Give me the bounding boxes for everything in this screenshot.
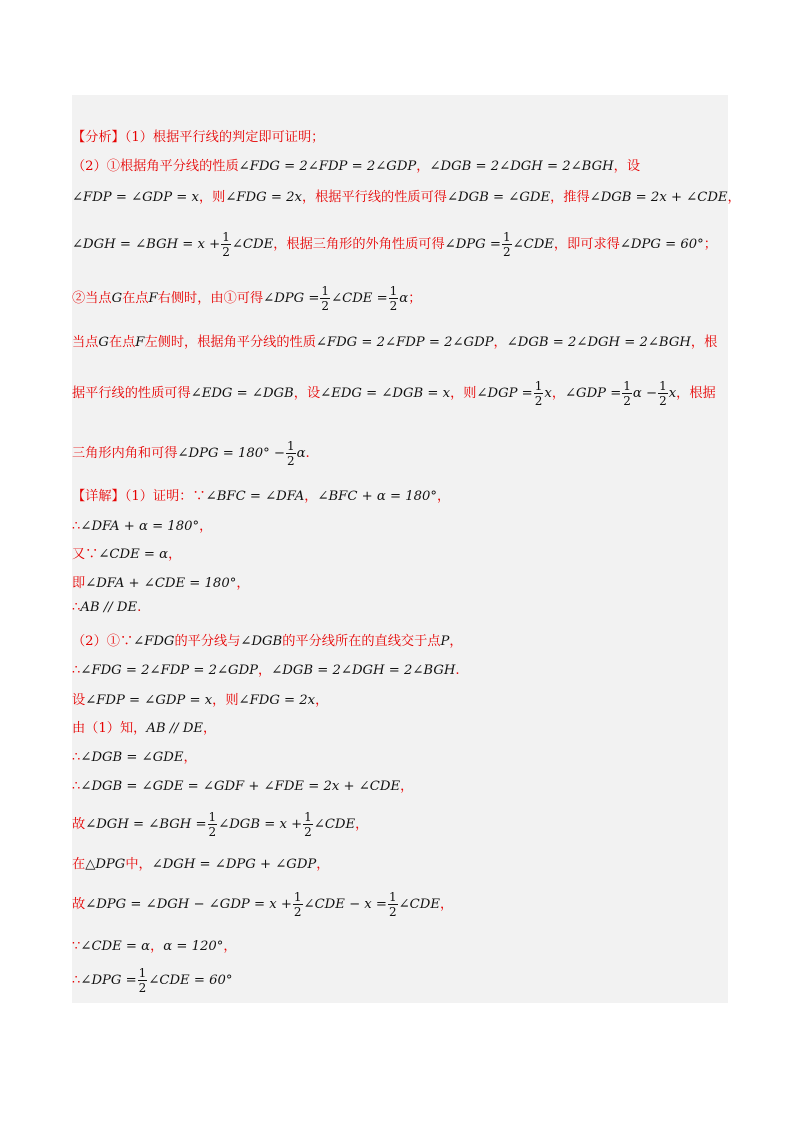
- text-run: ，: [449, 634, 463, 649]
- fraction-denominator: 2: [304, 825, 312, 839]
- text-line: [72, 967, 232, 994]
- text-run: 据平行线的性质可得: [72, 386, 191, 401]
- text-run: 设: [72, 693, 86, 708]
- text-line: [72, 126, 324, 145]
- math-expression: ∠DGB = ∠GDE: [447, 190, 551, 205]
- fraction-numerator: 1: [286, 439, 295, 453]
- math-expression: ∠DGH = ∠BGH =: [85, 817, 207, 832]
- math-expression: ∠CDE = 60°: [148, 973, 233, 988]
- text-line: [72, 515, 212, 534]
- text-run: ；: [408, 291, 422, 306]
- text-run: 【详解】（1）证明：∵: [72, 489, 206, 504]
- math-expression: ∠CDE: [231, 237, 274, 252]
- math-expression: ∠DGB = ∠GDE = ∠GDF + ∠FDE = 2x + ∠CDE: [80, 779, 401, 794]
- fraction-numerator: 1: [659, 379, 667, 393]
- text-run: 故: [72, 817, 86, 832]
- fraction-denominator: 2: [208, 825, 217, 839]
- text-run: ，: [493, 335, 507, 350]
- text-run: ，: [436, 489, 451, 504]
- fraction-denominator: 2: [222, 245, 230, 259]
- text-line: [72, 746, 197, 765]
- text-run: （2）①∵: [72, 634, 134, 649]
- math-expression: ∠DGB = ∠GDE: [80, 750, 184, 765]
- text-line: [72, 331, 717, 350]
- text-run: ∵: [72, 939, 81, 954]
- text-run: ，: [400, 779, 414, 794]
- fraction: [320, 285, 330, 312]
- fraction: [208, 811, 218, 838]
- text-run: ，根据: [676, 386, 716, 401]
- math-expression: ∠FDG = 2∠FDP = 2∠GDP: [315, 335, 494, 350]
- text-run: ，则: [212, 693, 239, 708]
- text-run: ，: [203, 721, 217, 736]
- fraction-denominator: 2: [286, 454, 295, 468]
- text-line: [72, 775, 413, 794]
- text-run: 即: [72, 576, 86, 591]
- math-expression: ∠BFC + α = 180°: [317, 489, 437, 504]
- text-line: [72, 811, 368, 838]
- text-run: ，: [416, 159, 430, 174]
- math-expression: x: [544, 386, 552, 401]
- math-expression: ∠FDG = 2∠FDP = 2∠GDP: [80, 663, 259, 678]
- text-run: 故: [72, 897, 86, 912]
- math-expression: ∠FDG = 2∠FDP = 2∠GDP: [238, 159, 417, 174]
- text-run: 【分析】（1）根据平行线的判定即可证明；: [72, 130, 325, 145]
- text-line: [72, 689, 328, 708]
- fraction-numerator: 1: [389, 284, 398, 298]
- fraction: [303, 811, 313, 838]
- text-line: [72, 630, 463, 649]
- fraction-denominator: 2: [138, 981, 147, 995]
- fraction-numerator: 1: [208, 810, 217, 824]
- math-expression: α = 120°: [163, 939, 224, 954]
- text-run: ，: [316, 857, 330, 872]
- fraction-numerator: 1: [388, 890, 397, 904]
- math-expression: ∠FDG = 2x: [238, 693, 316, 708]
- fraction-numerator: 1: [502, 230, 511, 244]
- text-run: 又∵: [72, 547, 99, 562]
- math-expression: α: [296, 446, 306, 461]
- math-expression: ∠EDG = ∠DGB: [190, 386, 294, 401]
- fraction-denominator: 2: [321, 299, 330, 313]
- text-run: ②当点: [72, 291, 112, 306]
- text-run: ，: [439, 897, 454, 912]
- fraction: [534, 380, 544, 407]
- math-expression: ∠FDG: [133, 634, 175, 649]
- fraction: [389, 285, 399, 312]
- math-expression: F: [135, 335, 145, 350]
- fraction: [658, 380, 668, 407]
- fraction-numerator: 1: [222, 230, 230, 244]
- text-run: 右侧时，由①可得: [157, 291, 264, 306]
- fraction: [622, 380, 632, 407]
- text-run: （2）①根据角平分线的性质: [72, 159, 239, 174]
- fraction-denominator: 2: [502, 245, 511, 259]
- text-run: ，: [168, 547, 182, 562]
- math-expression: ∠DGH = ∠BGH = x +: [72, 237, 221, 252]
- text-run: 三角形内角和可得: [72, 446, 178, 461]
- math-expression: G: [111, 291, 123, 306]
- text-line: [72, 600, 141, 615]
- text-run: ，即可求得: [553, 237, 620, 252]
- text-run: .: [455, 663, 460, 678]
- text-run: ，: [315, 693, 329, 708]
- math-expression: ∠CDE = α: [98, 547, 169, 562]
- text-run: ，根: [690, 335, 718, 350]
- fraction-denominator: 2: [388, 905, 397, 919]
- math-expression: ∠CDE: [313, 817, 356, 832]
- math-expression: ∠FDP = ∠GDP = x: [72, 190, 199, 205]
- text-run: 的平分线与: [174, 634, 241, 649]
- text-run: ，根据三角形的外角性质可得: [273, 237, 445, 252]
- fraction: [138, 967, 148, 994]
- fraction: [293, 891, 303, 918]
- fraction-numerator: 1: [293, 890, 302, 904]
- text-run: ，: [223, 939, 237, 954]
- fraction-denominator: 2: [659, 394, 667, 408]
- math-expression: ∠CDE = α: [80, 939, 151, 954]
- text-run: ，: [183, 750, 197, 765]
- math-expression: ∠DPG =: [80, 973, 137, 988]
- text-run: .: [305, 446, 310, 461]
- text-run: 在: [72, 857, 86, 872]
- math-expression: ∠FDG = 2x: [225, 190, 302, 205]
- text-line: [72, 717, 216, 736]
- math-expression: ∠DGH = ∠DPG + ∠GDP: [151, 857, 317, 872]
- text-run: 中，: [125, 857, 152, 872]
- fraction: [286, 440, 296, 467]
- text-run: ，则: [198, 190, 226, 205]
- math-expression: ∠DPG =: [263, 291, 320, 306]
- text-line: [72, 543, 181, 562]
- text-line: [72, 155, 640, 174]
- text-run: ∴: [72, 663, 81, 678]
- math-expression: ∠DPG = 60°: [619, 237, 704, 252]
- math-expression: ∠DGB = 2x + ∠CDE: [589, 190, 728, 205]
- math-expression: ∠DGB = 2∠DGH = 2∠BGH: [271, 663, 456, 678]
- math-expression: ∠DGP =: [476, 386, 533, 401]
- math-expression: ∠DPG = ∠DGH − ∠GDP = x +: [85, 897, 292, 912]
- text-line: [72, 935, 237, 954]
- text-run: ，推得: [550, 190, 590, 205]
- math-expression: ∠DFA + ∠CDE = 180°: [85, 576, 237, 591]
- math-expression: ∠EDG = ∠DGB = x: [320, 386, 451, 401]
- text-run: ∴: [72, 779, 81, 794]
- text-line: [72, 380, 716, 407]
- math-expression: α: [399, 291, 409, 306]
- math-expression: ∠DGB = x +: [218, 817, 303, 832]
- fraction-numerator: 1: [138, 966, 147, 980]
- text-run: ，: [150, 939, 164, 954]
- math-expression: ∠FDP = ∠GDP = x: [85, 693, 213, 708]
- math-expression: ∠DGB: [240, 634, 283, 649]
- text-run: ∴: [72, 750, 81, 765]
- math-expression: α −: [632, 386, 658, 401]
- text-run: ，设: [293, 386, 321, 401]
- text-run: ，: [258, 663, 272, 678]
- fraction-numerator: 1: [623, 379, 631, 393]
- math-expression: ∠CDE: [512, 237, 554, 252]
- math-expression: ∠DGB = 2∠DGH = 2∠BGH: [506, 335, 691, 350]
- math-expression: F: [148, 291, 158, 306]
- math-expression: ∠GDP =: [565, 386, 622, 401]
- text-run: .: [137, 600, 142, 615]
- text-line: [72, 853, 329, 872]
- text-run: ，根据平行线的性质可得: [301, 190, 447, 205]
- text-run: 左侧时，根据角平分线的性质: [144, 335, 316, 350]
- text-run: ，: [199, 519, 213, 534]
- math-expression: ∠BFC = ∠DFA: [205, 489, 305, 504]
- text-run: 在点: [108, 335, 136, 350]
- math-expression: ∠CDE − x =: [303, 897, 387, 912]
- text-run: 由（1）知，: [72, 721, 147, 736]
- text-run: ，: [355, 817, 369, 832]
- text-run: 的平分线所在的直线交于点: [282, 634, 441, 649]
- math-expression: ∠CDE =: [331, 291, 388, 306]
- math-expression: ∠DFA + α = 180°: [80, 519, 200, 534]
- text-run: ，: [727, 190, 741, 205]
- text-run: ，设: [613, 159, 641, 174]
- fraction-denominator: 2: [389, 299, 398, 313]
- fraction: [388, 891, 398, 918]
- text-run: ，则: [450, 386, 477, 401]
- text-line: [72, 659, 460, 678]
- fraction-numerator: 1: [534, 379, 543, 393]
- text-line: [72, 891, 453, 918]
- fraction: [502, 231, 512, 258]
- fraction-numerator: 1: [304, 810, 312, 824]
- math-expression: ∠DPG = 180° −: [177, 446, 285, 461]
- fraction-denominator: 2: [623, 394, 631, 408]
- math-expression: ∠DPG =: [444, 237, 501, 252]
- text-run: ，: [551, 386, 565, 401]
- fraction-denominator: 2: [293, 905, 302, 919]
- math-expression: AB // DE: [80, 600, 138, 615]
- text-line: [72, 572, 250, 591]
- math-expression: ∠CDE: [398, 897, 440, 912]
- text-line: [72, 186, 741, 205]
- math-expression: ∠DGB = 2∠DGH = 2∠BGH: [429, 159, 614, 174]
- text-run: 在点: [122, 291, 149, 306]
- fraction-denominator: 2: [534, 394, 543, 408]
- text-line: [72, 285, 421, 312]
- text-run: ∴: [72, 973, 81, 988]
- math-expression: P: [440, 634, 450, 649]
- text-run: ∴: [72, 519, 81, 534]
- text-run: ，: [236, 576, 250, 591]
- text-run: ∴: [72, 600, 81, 615]
- text-run: 当点: [72, 335, 99, 350]
- text-line: [72, 440, 310, 467]
- text-run: ，: [304, 489, 318, 504]
- text-line: [72, 485, 450, 504]
- fraction: [221, 231, 231, 258]
- math-expression: G: [98, 335, 109, 350]
- math-expression: AB // DE: [146, 721, 204, 736]
- text-run: ；: [703, 237, 717, 252]
- math-expression: △DPG: [85, 857, 126, 872]
- fraction-numerator: 1: [321, 284, 330, 298]
- text-line: [72, 231, 717, 258]
- math-expression: x: [668, 386, 677, 401]
- solution-panel: [72, 95, 741, 1003]
